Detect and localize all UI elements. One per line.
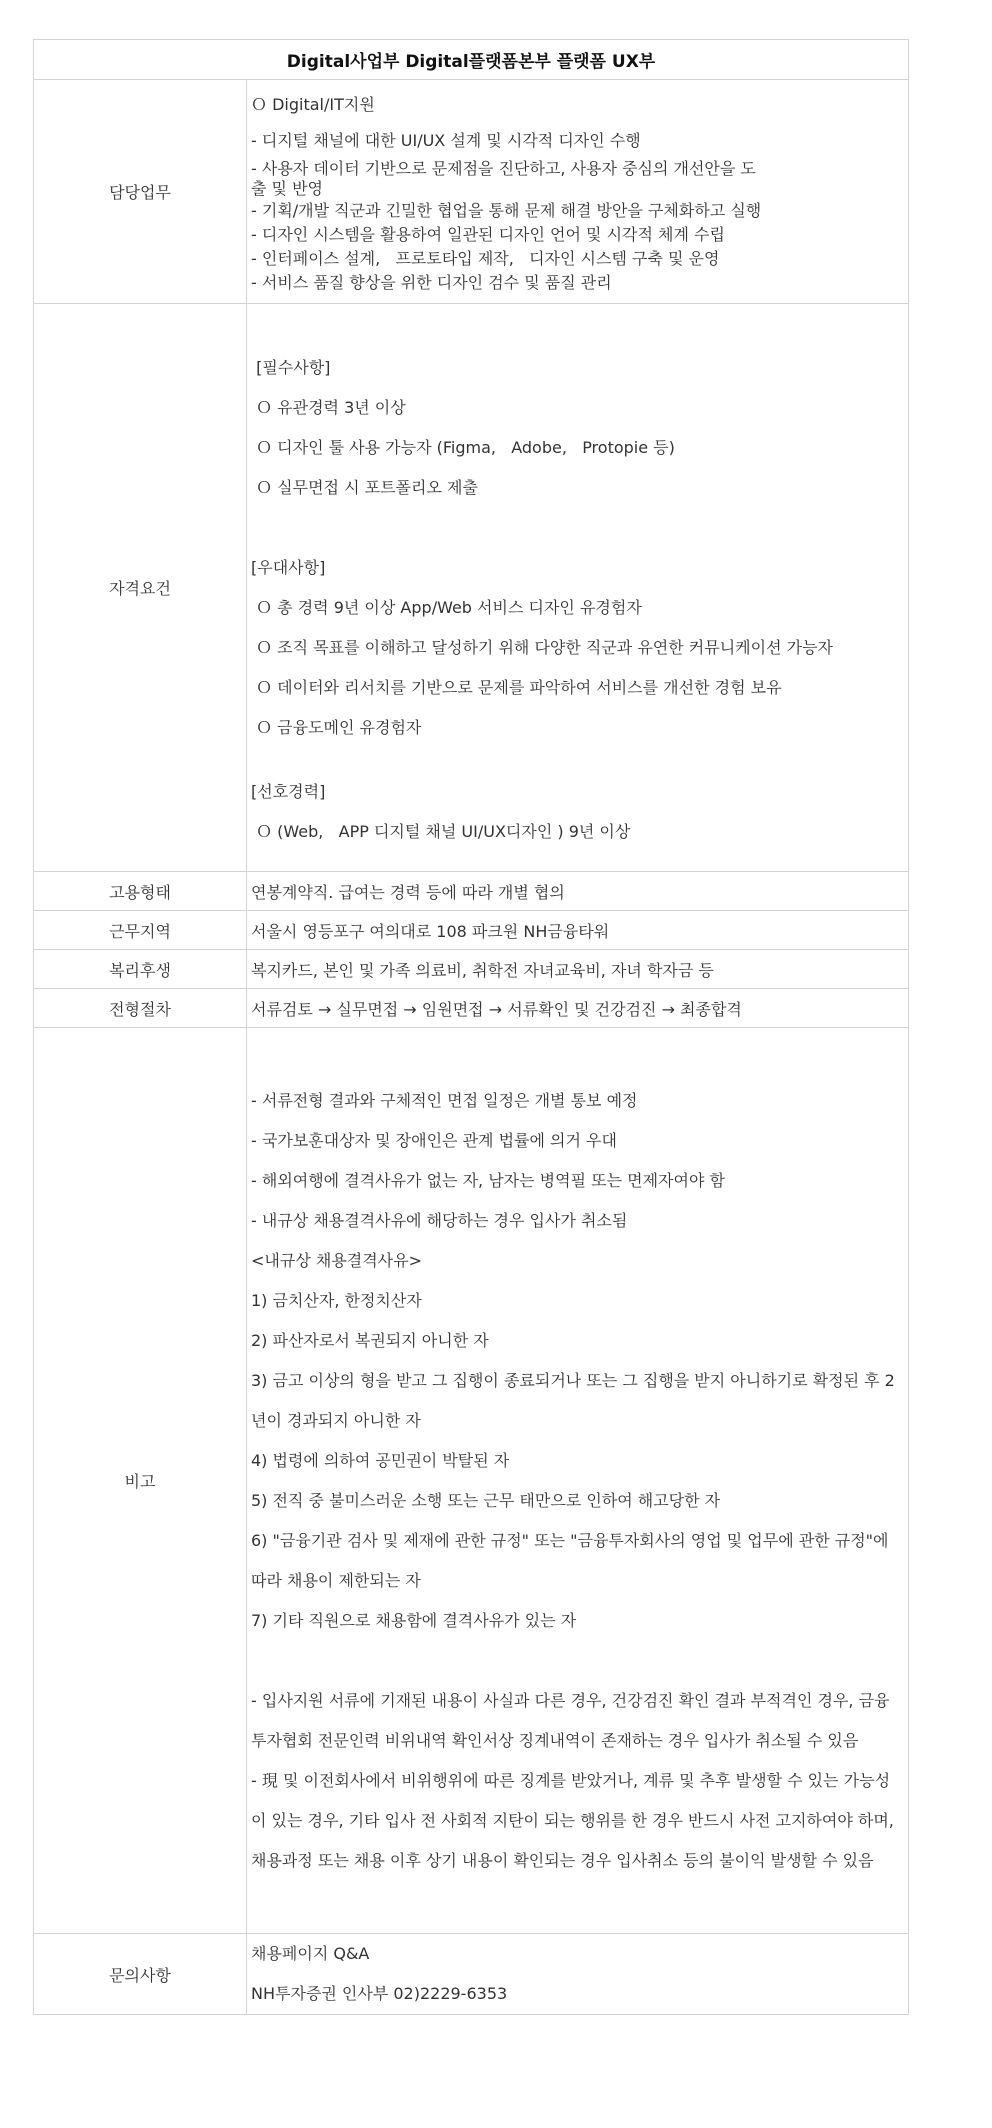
duties-line: - 디지털 채널에 대한 UI/UX 설계 및 시각적 디자인 수행 [251, 130, 641, 150]
inquiry-label: 문의사항 [34, 1934, 247, 2015]
welfare-label: 복리후생 [34, 950, 247, 989]
posting-title: Digital사업부 Digital플랫폼본부 플랫폼 UX부 [34, 40, 909, 80]
duties-line: Ｏ Digital/IT지원 [251, 94, 375, 114]
inquiry-line: NH투자증권 인사부 02)2229-6353 [251, 1984, 508, 2003]
duties-line: - 디자인 시스템을 활용하여 일관된 디자인 언어 및 시각적 체계 수립 [251, 224, 725, 244]
remark-line: - 국가보훈대상자 및 장애인은 관계 법률에 의거 우대 [251, 1130, 617, 1150]
remarks-content [247, 1028, 909, 1934]
remarks-row [34, 1028, 909, 1934]
process-value: 서류검토 → 실무면접 → 임원면접 → 서류확인 및 건강검진 → 최종합격 [247, 989, 909, 1028]
welfare-value: 복지카드, 본인 및 가족 의료비, 취학전 자녀교육비, 자녀 학자금 등 [247, 950, 909, 989]
location-row [34, 911, 909, 950]
required-item: Ｏ 디자인 툴 사용 가능자 (Figma, Adobe, Protopie 등) [251, 437, 675, 457]
inquiry-line: 채용페이지 Q&A [251, 1944, 370, 1963]
preferred-item: Ｏ 총 경력 9년 이상 App/Web 서비스 디자인 유경험자 [251, 597, 642, 617]
job-posting-table [33, 39, 909, 2015]
inquiry-row [34, 1934, 909, 2015]
remark-line: - 해외여행에 결격사유가 없는 자, 남자는 병역필 또는 면제자여야 함 [251, 1170, 725, 1190]
remark-line: 5) 전직 중 불미스러운 소행 또는 근무 태만으로 인하여 해고당한 자 [251, 1490, 721, 1510]
employment-row [34, 872, 909, 911]
preferred-item: Ｏ 금융도메인 유경험자 [251, 717, 422, 737]
remark-line: 1) 금치산자, 한정치산자 [251, 1290, 422, 1310]
remark-line: 3) 금고 이상의 형을 받고 그 집행이 종료되거나 또는 그 집행을 받지 아니하기로 확정된 후 2년이 경과되지 아니한 자 [251, 1370, 895, 1430]
qualifications-row [34, 304, 909, 872]
preferred-title: [우대사항] [251, 557, 326, 577]
inquiry-content [247, 1934, 909, 2015]
duties-line: - 기획/개발 직군과 긴밀한 협업을 통해 문제 해결 방안을 구체화하고 실행 [251, 200, 762, 220]
duties-line: - 서비스 품질 향상을 위한 디자인 검수 및 품질 관리 [251, 272, 612, 292]
welfare-row [34, 950, 909, 989]
remark-line: 7) 기타 직원으로 채용함에 결격사유가 있는 자 [251, 1610, 577, 1630]
remark-line: - 입사지원 서류에 기재된 내용이 사실과 다른 경우, 건강검진 확인 결과 부적격인 경우, 금융투자협회 전문인력 비위내역 확인서상 징계내역이 존재하는 경우 입사가 취소될 수 있음 [251, 1690, 890, 1750]
remark-line: - 現 및 이전회사에서 비위행위에 따른 징계를 받았거나, 계류 및 추후 발생할 수 있는 가능성이 있는 경우, 기타 입사 전 사회적 지탄이 되는 행위를 한 경우 반드시 사전 고지하여야 하며, 채용과정 또는 채용 이후 상기 내용이 확인되는 경우 입사취소 등의 불이익 발생할 수 있음 [251, 1770, 894, 1870]
title-row [34, 40, 909, 80]
duties-content [247, 80, 909, 304]
remark-line: <내규상 채용결격사유> [251, 1250, 423, 1270]
process-label: 전형절차 [34, 989, 247, 1028]
preferred-item: Ｏ 데이터와 리서치를 기반으로 문제를 파악하여 서비스를 개선한 경험 보유 [251, 677, 782, 697]
career-item: Ｏ (Web, APP 디지털 채널 UI/UX디자인 ) 9년 이상 [251, 821, 631, 841]
required-item: Ｏ 유관경력 3년 이상 [251, 397, 406, 417]
required-item: Ｏ 실무면접 시 포트폴리오 제출 [251, 477, 478, 497]
location-label: 근무지역 [34, 911, 247, 950]
remark-line: - 내규상 채용결격사유에 해당하는 경우 입사가 취소됨 [251, 1210, 628, 1230]
remark-line: 6) "금융기관 검사 및 제재에 관한 규정" 또는 "금융투자회사의 영업 및 업무에 관한 규정"에 따라 채용이 제한되는 자 [251, 1530, 889, 1590]
process-row [34, 989, 909, 1028]
preferred-item: Ｏ 조직 목표를 이해하고 달성하기 위해 다양한 직군과 유연한 커뮤니케이션 가능자 [251, 637, 833, 657]
remarks-label: 비고 [34, 1028, 247, 1934]
location-value: 서울시 영등포구 여의대로 108 파크원 NH금융타워 [247, 911, 909, 950]
duties-line: - 인터페이스 설계, 프로토타입 제작, 디자인 시스템 구축 및 운영 [251, 248, 720, 268]
remark-line: 4) 법령에 의하여 공민권이 박탈된 자 [251, 1450, 510, 1470]
required-title: [필수사항] [251, 357, 331, 377]
employment-value: 연봉계약직. 급여는 경력 등에 따라 개별 협의 [247, 872, 909, 911]
qualifications-label: 자격요건 [34, 304, 247, 872]
employment-label: 고용형태 [34, 872, 247, 911]
remark-line: 2) 파산자로서 복권되지 아니한 자 [251, 1330, 489, 1350]
duties-line: - 사용자 데이터 기반으로 문제점을 진단하고, 사용자 중심의 개선안을 도출 및 반영 [251, 158, 756, 198]
duties-label: 담당업무 [34, 80, 247, 304]
duties-row [34, 80, 909, 304]
remark-line: - 서류전형 결과와 구체적인 면접 일정은 개별 통보 예정 [251, 1090, 638, 1110]
career-title: [선호경력] [251, 781, 326, 801]
qualifications-content [247, 304, 909, 872]
